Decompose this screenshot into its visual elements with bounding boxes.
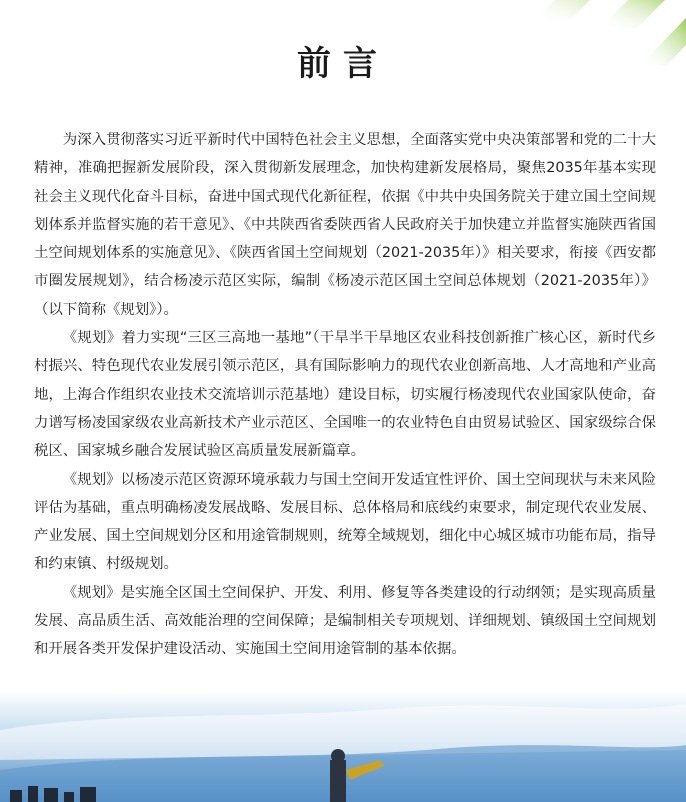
paragraph: 为深入贯彻落实习近平新时代中国特色社会主义思想，全面落实党中央决策部署和党的二十大精神，准确把握新发展阶段，深入贯彻新发展理念，加快构建新发展格局，聚焦2035年基本实现社会主义现代化奋斗目标，奋进中国式现代化新征程，依据《中共中央国务院关于建立国土空间规划体系并监督实施的若干意见》、《中共陕西省委陕西省人民政府关于加快建立并监督实施陕西省国土空间规划体系的实施意见》、《陕西省国土空间规划（2021-2035年）》相关要求，衔接《西安都市圈发展规划》，结合杨凌示范区实际，编制《杨凌示范区国土空间总体规划（2021-2035年）》（以下简称《规划》）。	[34, 132, 656, 318]
paragraph: 《规划》是实施全区国土空间保护、开发、利用、修复等各类建设的行动纲领；是实现高质量发展、高品质生活、高效能治理的空间保障；是编制相关专项规划、详细规划、镇级国土空间规划和开展各类开发保护建设活动、实施国土空间用途管制的基本依据。	[34, 584, 656, 658]
paragraph: 《规划》以杨凌示范区资源环境承载力与国土空间开发适宜性评价、国土空间现状与未来风险评估为基础，重点明确杨凌发展战略、发展目标、总体格局和底线约束要求，制定现代农业发展、产业发展、国土空间规划分区和用途管制规则，统筹全域规划，细化中心城区城市功能布局，指导和约束镇、村级规划。	[34, 471, 656, 573]
page-title: 前言	[297, 44, 389, 84]
paragraph: 《规划》着力实现“三区三高地一基地”（干旱半干旱地区农业科技创新推广核心区，新时代乡村振兴、特色现代农业发展引领示范区，具有国际影响力的现代农业创新高地、人才高地和产业高地，上海合作组织农业技术交流培训示范基地）建设目标，切实履行杨凌现代农业国家队使命，奋力谱写杨凌国家级农业高新技术产业示范区、全国唯一的农业特色自由贸易试验区、国家级综合保税区、国家城乡融合发展试验区高质量发展新篇章。	[34, 330, 656, 460]
city-skyline-image	[0, 690, 686, 802]
preface-body	[34, 126, 656, 664]
